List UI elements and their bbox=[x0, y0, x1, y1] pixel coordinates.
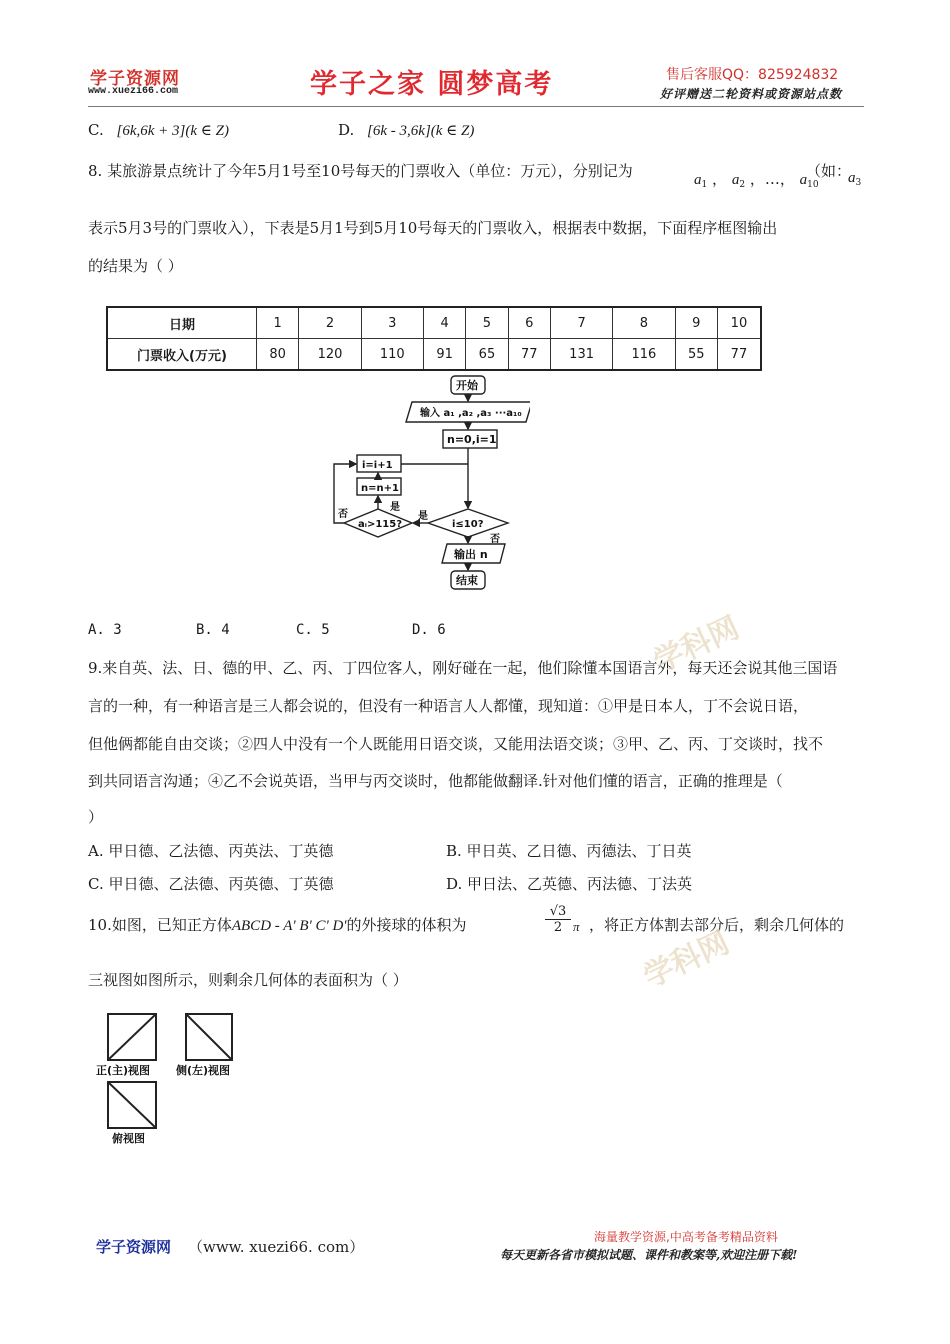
table-row-revenue bbox=[107, 339, 761, 371]
table-cell: 9 bbox=[675, 307, 717, 339]
q8-ellipsis: ，…， bbox=[749, 170, 795, 188]
q10-cube: ABCD - A' B' C' D' bbox=[231, 918, 347, 934]
table-cell: 55 bbox=[675, 339, 717, 371]
footer-slogan: 每天更新各省市模拟试题、课件和教案等,欢迎注册下载! bbox=[500, 1248, 798, 1262]
q9-option-c: C. 甲日德、乙法德、丙英德、丁英德 bbox=[88, 875, 334, 893]
table-cell: 116 bbox=[613, 339, 675, 371]
footer-url: （www. xuezi66. com） bbox=[188, 1238, 365, 1256]
flow-cond-a-label: aᵢ>115? bbox=[358, 519, 402, 530]
header-slogan: 好评赠送二轮资料或资源站点数 bbox=[660, 87, 843, 101]
table-cell: 91 bbox=[423, 339, 465, 371]
q8-option-c: C. 5 bbox=[296, 622, 330, 638]
q8-sub-1: 1 bbox=[701, 180, 708, 190]
table-cell: 6 bbox=[508, 307, 550, 339]
q10-line1-end: ，将正方体割去部分后，剩余几何体的 bbox=[589, 916, 845, 934]
table-cell: 3 bbox=[361, 307, 423, 339]
q8-sequence bbox=[694, 168, 819, 190]
revenue-table bbox=[106, 306, 762, 371]
q8-comma: ， bbox=[712, 170, 728, 188]
q7-option-d-label: D. bbox=[338, 121, 355, 139]
table-cell: 7 bbox=[550, 307, 612, 339]
q7-option-c bbox=[88, 121, 229, 140]
flow-output-label: 输出 n bbox=[454, 548, 488, 561]
q7-option-d-text: [6k - 3,6k](k ∈ Z) bbox=[367, 123, 475, 139]
header-qq: 售后客服QQ：825924832 bbox=[666, 67, 839, 83]
flow-yes2-label: 是 bbox=[390, 502, 400, 513]
header-divider bbox=[88, 106, 864, 107]
flow-no2-label: 否 bbox=[490, 534, 500, 545]
table-cell: 1 bbox=[257, 307, 299, 339]
q10-line1-start: 10.如图，已知正方体 bbox=[88, 916, 232, 934]
top-view-label: 俯视图 bbox=[112, 1132, 145, 1145]
q8-line2: 表示5月3号的门票收入），下表是5月1号到5月10号每天的门票收入，根据表中数据，下面程序框图输出 bbox=[88, 219, 778, 237]
watermark: 学科网 bbox=[648, 610, 745, 681]
flow-inc-i-label: i=i+1 bbox=[362, 460, 393, 471]
footer-tagline: 海量教学资源,中高考备考精品资料 bbox=[594, 1230, 778, 1244]
front-view-label: 正(主)视图 bbox=[96, 1064, 151, 1077]
q8-note bbox=[806, 160, 851, 181]
q8-option-d: D. 6 bbox=[412, 622, 446, 638]
flow-input-label: 输入 a₁ ,a₂ ,a₃ ···a₁₀ bbox=[420, 408, 522, 419]
q8-line1 bbox=[88, 160, 633, 181]
q9-line5: ） bbox=[88, 808, 104, 826]
q8-option-b: B. 4 bbox=[196, 622, 230, 638]
q10-pi: π bbox=[573, 919, 580, 934]
q7-option-c-label: C. bbox=[88, 121, 104, 139]
table-cell: 8 bbox=[613, 307, 675, 339]
table-cell: 77 bbox=[508, 339, 550, 371]
q9-option-d: D. 甲日法、乙英德、丙法德、丁法英 bbox=[446, 875, 693, 893]
table-cell: 4 bbox=[423, 307, 465, 339]
table-cell: 10 bbox=[717, 307, 761, 339]
table-cell: 2 bbox=[299, 307, 361, 339]
q8-option-a: A. 3 bbox=[88, 622, 122, 638]
q8-sub-2: 2 bbox=[739, 180, 746, 190]
flowchart bbox=[330, 372, 530, 600]
flow-end-label: 结束 bbox=[456, 574, 478, 587]
side-view-label: 侧(左)视图 bbox=[176, 1064, 231, 1077]
table-cell: 120 bbox=[299, 339, 361, 371]
q9-line2: 言的一种，有一种语言是三人都会说的，但没有一种语言人人都懂，现知道：①甲是日本人，丁不会说日语， bbox=[88, 697, 809, 715]
q10-line1 bbox=[88, 914, 467, 935]
q8-line1-text: 8. 某旅游景点统计了今年5月1号至10号每天的门票收入（单位：万元），分别记为 bbox=[88, 162, 633, 180]
q9-option-a: A. 甲日德、乙法德、丙英法、丁英德 bbox=[88, 842, 334, 860]
table-cell: 110 bbox=[361, 339, 423, 371]
q8-sub-3: 3 bbox=[855, 178, 862, 188]
flow-inc-n-label: n=n+1 bbox=[361, 483, 399, 494]
front-view-diagonal bbox=[108, 1014, 156, 1060]
table-cell: 65 bbox=[466, 339, 508, 371]
q10-line1-mid: 的外接球的体积为 bbox=[346, 916, 467, 934]
table-header-revenue: 门票收入(万元) bbox=[107, 339, 257, 371]
q10-frac-num: √3 bbox=[545, 904, 571, 920]
top-view-diagonal bbox=[108, 1082, 156, 1128]
q9-line3: 但他俩都能自由交谈；②四人中没有一个人既能用日语交谈，又能用法语交谈；③甲、乙、丙、丁交谈时，找不 bbox=[88, 735, 824, 753]
table-cell: 77 bbox=[717, 339, 761, 371]
table-header-date: 日期 bbox=[107, 307, 257, 339]
q8-var-a2: a bbox=[731, 172, 740, 188]
q9-line4: 到共同语言沟通；④乙不会说英语，当甲与丙交谈时，他都能做翻译.针对他们懂的语言，正确的推理是（ bbox=[88, 772, 783, 790]
flow-init-label: n=0,i=1 bbox=[447, 433, 497, 446]
flow-yes-label: 是 bbox=[418, 511, 428, 522]
q7-option-c-text: [6k,6k + 3](k ∈ Z) bbox=[116, 123, 229, 139]
q8-var-a1: a bbox=[694, 172, 702, 188]
q8-var-a3-letter: a bbox=[848, 170, 856, 186]
q10-frac-den: 2 bbox=[553, 920, 563, 935]
site-url: www.xuezi66.com bbox=[88, 86, 179, 97]
q8-note-text: （如： bbox=[806, 162, 852, 180]
header-title: 学子之家 圆梦高考 bbox=[310, 69, 554, 100]
flow-cond-i-label: i≤10? bbox=[452, 519, 484, 530]
footer-logo: 学子资源网 bbox=[96, 1238, 172, 1256]
q9-line1: 9.来自英、法、日、德的甲、乙、丙、丁四位客人，刚好碰在一起，他们除懂本国语言外，每天还会说其他三国语 bbox=[88, 659, 838, 677]
q8-sub-10: 10 bbox=[807, 180, 819, 190]
table-cell: 80 bbox=[257, 339, 299, 371]
watermark: 学科网 bbox=[638, 925, 735, 996]
q7-option-d bbox=[338, 121, 474, 140]
side-view-diagonal bbox=[186, 1014, 232, 1060]
table-cell: 131 bbox=[550, 339, 612, 371]
table-cell: 5 bbox=[466, 307, 508, 339]
q9-option-b: B. 甲日英、乙日德、丙德法、丁日英 bbox=[446, 842, 692, 860]
q8-var-a3 bbox=[848, 168, 861, 188]
q8-line3: 的结果为（ ） bbox=[88, 257, 183, 275]
site-logo: 学子资源网 bbox=[90, 69, 180, 89]
q10-fraction bbox=[545, 904, 571, 935]
flow-no-label: 否 bbox=[338, 509, 348, 520]
three-views bbox=[96, 1010, 266, 1150]
table-row-dates bbox=[107, 307, 761, 339]
q10-line2: 三视图如图所示，则剩余几何体的表面积为（ ） bbox=[88, 971, 408, 989]
q8-var-a10: a bbox=[799, 172, 808, 188]
flow-start-label: 开始 bbox=[456, 379, 478, 392]
